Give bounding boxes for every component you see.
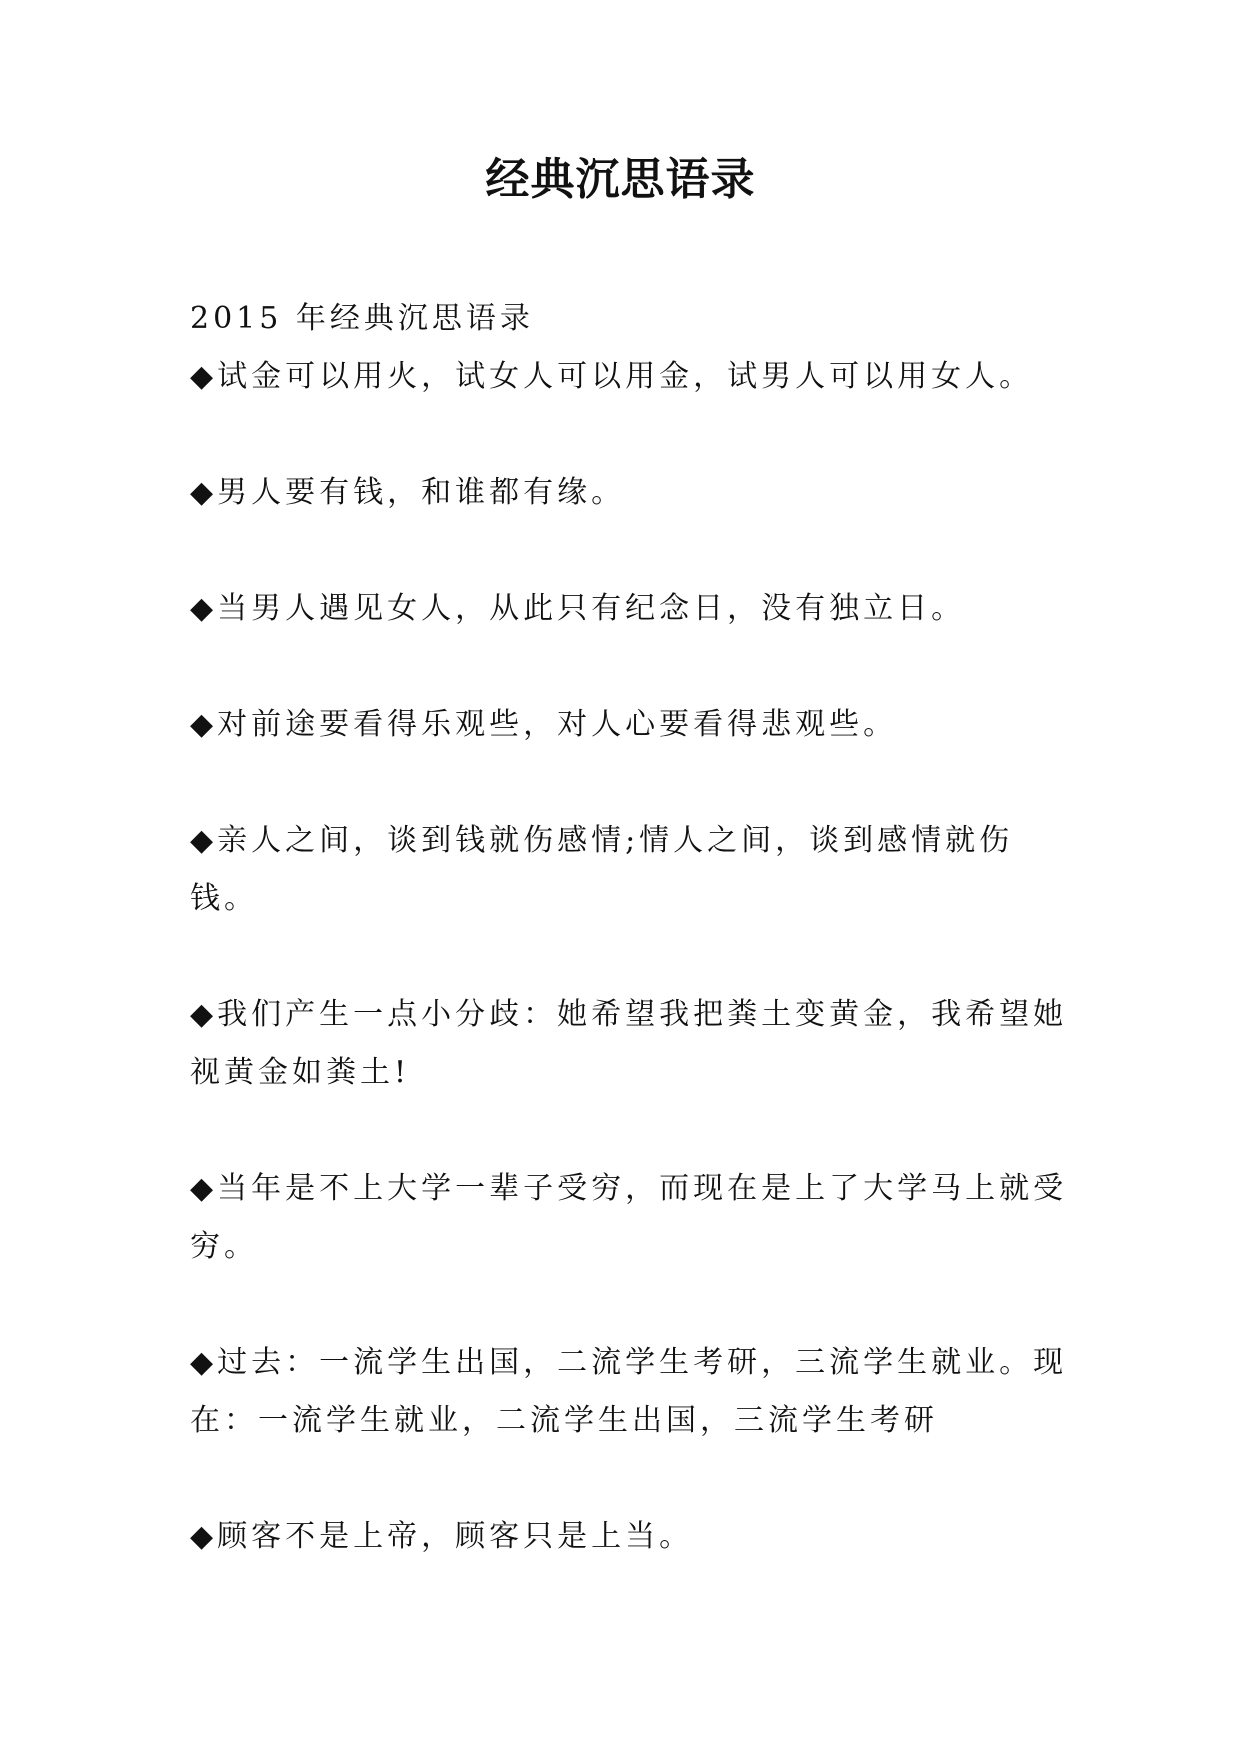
- quote-item: ◆试金可以用火，试女人可以用金，试男人可以用女人。: [190, 359, 1034, 394]
- document-body: [190, 290, 1070, 1624]
- quote-item: ◆我们产生一点小分歧：她希望我把粪土变黄金，我希望她视黄金如粪土!: [190, 997, 1068, 1090]
- quote-item: ◆男人要有钱，和谁都有缘。: [190, 475, 626, 510]
- quote-item: ◆对前途要看得乐观些，对人心要看得悲观些。: [190, 707, 898, 742]
- quote-item: ◆当男人遇见女人，从此只有纪念日，没有独立日。: [190, 591, 966, 626]
- quote-item: ◆顾客不是上帝，顾客只是上当。: [190, 1519, 694, 1554]
- document-subtitle: 2015 年经典沉思语录: [190, 301, 534, 336]
- quote-item: ◆当年是不上大学一辈子受穷，而现在是上了大学马上就受穷。: [190, 1171, 1068, 1264]
- quote-item: ◆过去：一流学生出国，二流学生考研，三流学生就业。现在：一流学生就业，二流学生出国，三流学生考研: [190, 1345, 1068, 1438]
- quote-item: ◆亲人之间，谈到钱就伤感情;情人之间，谈到感情就伤钱。: [190, 823, 1014, 916]
- document-title: 经典沉思语录: [485, 154, 756, 205]
